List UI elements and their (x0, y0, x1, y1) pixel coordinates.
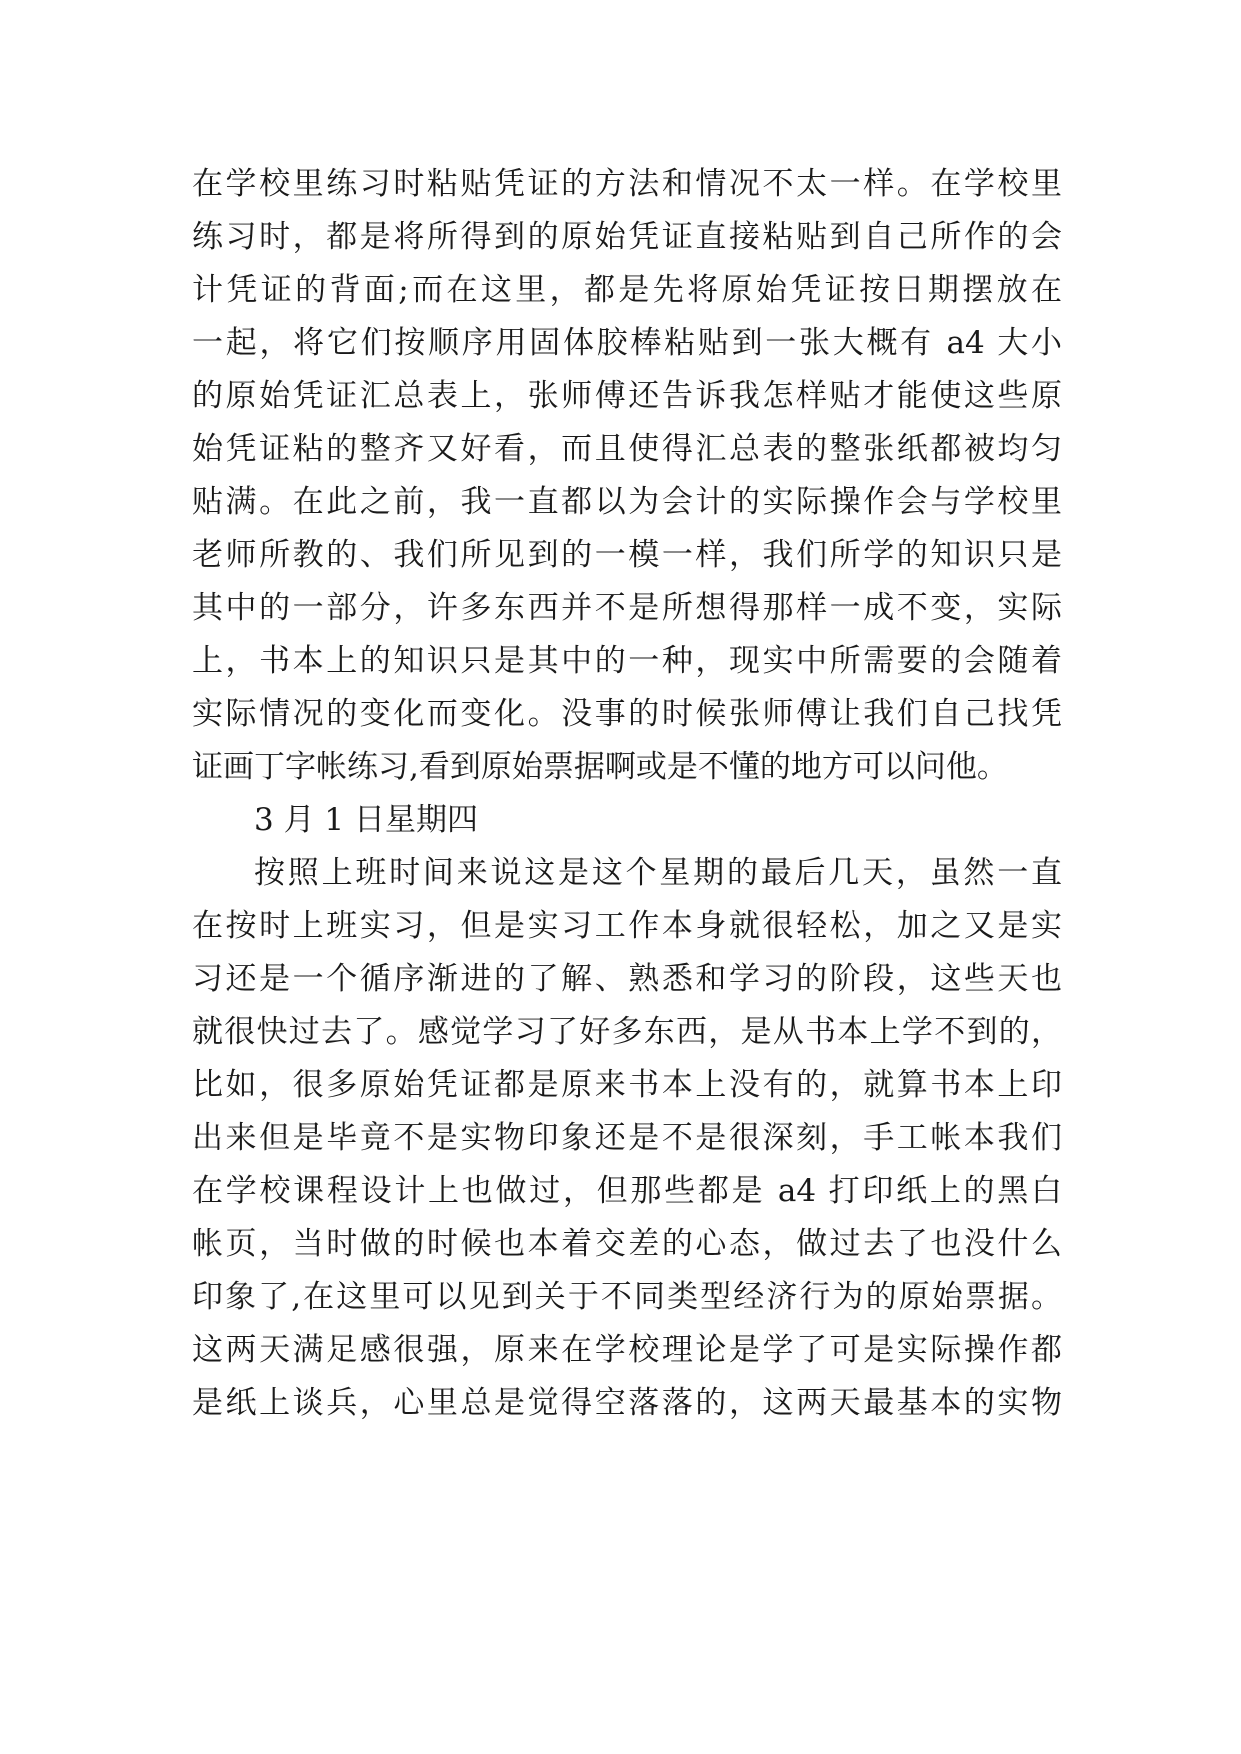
text-line: 在学校里练习时粘贴凭证的方法和情况不太一样。在学校里 (192, 166, 1062, 202)
text-line: 印象了,在这里可以见到关于不同类型经济行为的原始票据。 (192, 1279, 1062, 1315)
text-line: 是纸上谈兵，心里总是觉得空落落的，这两天最基本的实物 (192, 1385, 1062, 1421)
text-line: 上，书本上的知识只是其中的一种，现实中所需要的会随着 (192, 643, 1062, 679)
text-line: 证画丁字帐练习,看到原始票据啊或是不懂的地方可以问他。 (192, 749, 1008, 785)
body-text (192, 158, 1062, 1430)
text-line: 实际情况的变化而变化。没事的时候张师傅让我们自己找凭 (192, 696, 1062, 732)
text-line: 其中的一部分，许多东西并不是所想得那样一成不变，实际 (192, 590, 1062, 626)
text-line: 出来但是毕竟不是实物印象还是不是很深刻，手工帐本我们 (192, 1120, 1062, 1156)
text-line: 贴满。在此之前，我一直都以为会计的实际操作会与学校里 (192, 484, 1062, 520)
text-line: 练习时，都是将所得到的原始凭证直接粘贴到自己所作的会 (192, 219, 1062, 255)
text-line: 的原始凭证汇总表上，张师傅还告诉我怎样贴才能使这些原 (192, 378, 1062, 414)
text-line: 在学校课程设计上也做过，但那些都是 a4 打印纸上的黑白 (192, 1173, 1062, 1209)
text-line: 老师所教的、我们所见到的一模一样，我们所学的知识只是 (192, 537, 1062, 573)
text-line: 按照上班时间来说这是这个星期的最后几天，虽然一直 (254, 855, 1062, 891)
text-line: 习还是一个循序渐进的了解、熟悉和学习的阶段，这些天也 (192, 961, 1062, 997)
text-line: 这两天满足感很强，原来在学校理论是学了可是实际操作都 (192, 1332, 1062, 1368)
date-heading: 3 月 1 日星期四 (254, 802, 479, 838)
text-line: 帐页，当时做的时候也本着交差的心态，做过去了也没什么 (192, 1226, 1062, 1262)
text-line: 比如，很多原始凭证都是原来书本上没有的，就算书本上印 (192, 1067, 1062, 1103)
text-line: 计凭证的背面;而在这里，都是先将原始凭证按日期摆放在 (192, 272, 1062, 308)
text-line: 就很快过去了。感觉学习了好多东西，是从书本上学不到的， (192, 1014, 1062, 1050)
text-line: 一起，将它们按顺序用固体胶棒粘贴到一张大概有 a4 大小 (192, 325, 1062, 361)
text-line: 在按时上班实习，但是实习工作本身就很轻松，加之又是实 (192, 908, 1062, 944)
text-line: 始凭证粘的整齐又好看，而且使得汇总表的整张纸都被均匀 (192, 431, 1062, 467)
